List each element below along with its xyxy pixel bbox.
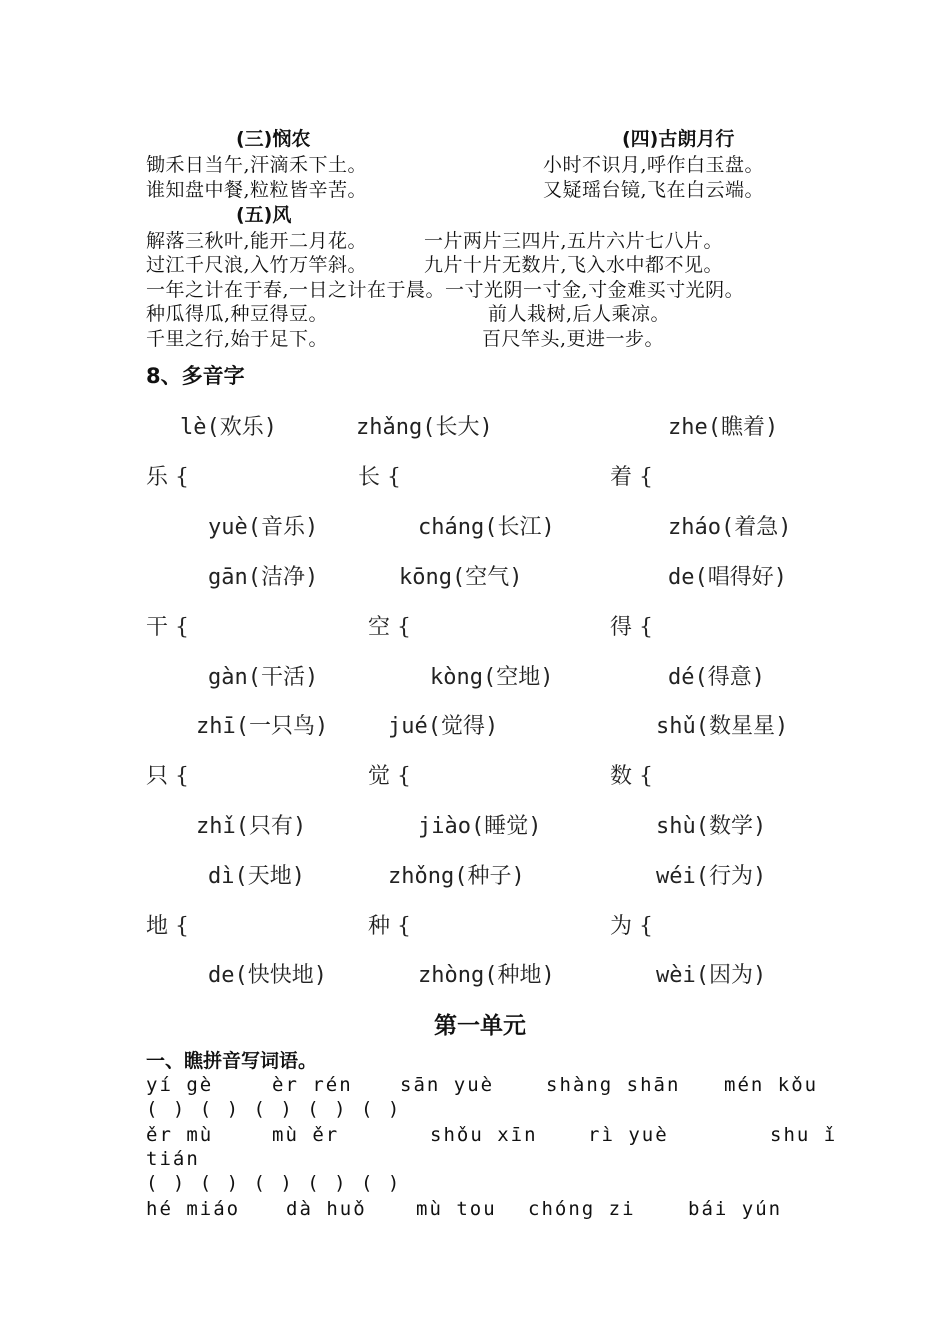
poem-line: 锄禾日当午,汗滴禾下土。	[146, 154, 368, 176]
saying-line: 种瓜得瓜,种豆得豆。	[146, 303, 329, 325]
saying-line: 百尺竿头,更进一步。	[482, 328, 665, 350]
exercise-title: 一、瞧拼音写词语。	[146, 1050, 318, 1072]
pinyin-reading: zhǎng(长大)	[356, 415, 493, 440]
poem-line: 谁知盘中餐,粒粒皆辛苦。	[146, 179, 368, 201]
pinyin-word: mù tou	[416, 1198, 497, 1220]
pinyin-reading: zhǐ(只有)	[196, 814, 307, 839]
poem-line: 九片十片无数片,飞入水中都不见。	[424, 254, 724, 276]
polyphone-char: 地 {	[146, 914, 190, 939]
saying-line: 一年之计在于春,一日之计在于晨。一寸光阴一寸金,寸金难买寸光阴。	[146, 279, 745, 301]
polyphone-char: 空 {	[368, 615, 412, 640]
pinyin-word: hé miáo	[146, 1198, 241, 1220]
pinyin-word: tián	[146, 1148, 200, 1170]
answer-blanks[interactable]: ( ) ( ) ( ) ( ) ( )	[146, 1098, 402, 1120]
poem-title-minnong: (三)悯农	[236, 128, 311, 150]
pinyin-word: shàng shān	[546, 1074, 681, 1096]
polyphone-char: 觉 {	[368, 764, 412, 789]
polyphone-char: 得 {	[610, 615, 654, 640]
answer-blanks[interactable]: ( ) ( ) ( ) ( ) ( )	[146, 1172, 402, 1194]
pinyin-reading: yuè(音乐)	[208, 515, 319, 540]
pinyin-word: shu ǐ	[770, 1124, 838, 1146]
pinyin-reading: shù(数学)	[656, 814, 767, 839]
section-title-polyphones: 8、多音字	[146, 364, 245, 388]
pinyin-word: mén kǒu	[724, 1074, 819, 1096]
pinyin-reading: gàn(干活)	[208, 665, 319, 690]
polyphone-char: 数 {	[610, 764, 654, 789]
pinyin-reading: zháo(着急)	[668, 515, 792, 540]
polyphone-char: 种 {	[368, 914, 412, 939]
pinyin-word: chóng zi	[528, 1198, 636, 1220]
pinyin-word: mù ěr	[272, 1124, 340, 1146]
pinyin-reading: de(快快地)	[208, 963, 327, 988]
polyphone-char: 长 {	[358, 465, 402, 490]
pinyin-word: èr rén	[272, 1074, 353, 1096]
polyphone-char: 着 {	[610, 465, 654, 490]
pinyin-reading: dé(得意)	[668, 665, 765, 690]
poem-title-feng: (五)风	[236, 204, 292, 226]
unit-title: 第一单元	[434, 1013, 526, 1039]
pinyin-reading: zhòng(种地)	[418, 963, 555, 988]
poem-line: 一片两片三四片,五片六片七八片。	[424, 230, 724, 252]
pinyin-reading: wèi(因为)	[656, 963, 767, 988]
pinyin-word: rì yuè	[588, 1124, 669, 1146]
pinyin-word: bái yún	[688, 1198, 783, 1220]
pinyin-word: sān yuè	[400, 1074, 495, 1096]
pinyin-reading: zhī(一只鸟)	[196, 714, 329, 739]
polyphone-char: 干 {	[146, 615, 190, 640]
pinyin-reading: zhe(瞧着)	[668, 415, 779, 440]
pinyin-reading: jué(觉得)	[388, 714, 499, 739]
pinyin-reading: kòng(空地)	[430, 665, 554, 690]
pinyin-reading: jiào(睡觉)	[418, 814, 542, 839]
pinyin-reading: dì(天地)	[208, 864, 305, 889]
poem-line: 小时不识月,呼作白玉盘。	[543, 154, 765, 176]
pinyin-word: shǒu xīn	[430, 1124, 538, 1146]
pinyin-reading: kōng(空气)	[399, 565, 523, 590]
poem-line: 又疑瑶台镜,飞在白云端。	[543, 179, 765, 201]
saying-line: 前人栽树,后人乘凉。	[488, 303, 671, 325]
poem-title-gulangyuexing: (四)古朗月行	[622, 128, 735, 150]
poem-line: 过江千尺浪,入竹万竿斜。	[146, 254, 368, 276]
pinyin-reading: de(唱得好)	[668, 565, 787, 590]
pinyin-word: yí gè	[146, 1074, 214, 1096]
pinyin-word: ěr mù	[146, 1124, 214, 1146]
saying-line: 千里之行,始于足下。	[146, 328, 329, 350]
pinyin-reading: gān(洁净)	[208, 565, 319, 590]
polyphone-char: 乐 {	[146, 465, 190, 490]
pinyin-reading: wéi(行为)	[656, 864, 767, 889]
polyphone-char: 为 {	[610, 914, 654, 939]
poem-line: 解落三秋叶,能开二月花。	[146, 230, 368, 252]
polyphone-char: 只 {	[146, 764, 190, 789]
pinyin-reading: lè(欢乐)	[180, 415, 277, 440]
pinyin-reading: zhǒng(种子)	[388, 864, 525, 889]
pinyin-word: dà huǒ	[286, 1198, 367, 1220]
pinyin-reading: shǔ(数星星)	[656, 714, 789, 739]
pinyin-reading: cháng(长江)	[418, 515, 555, 540]
